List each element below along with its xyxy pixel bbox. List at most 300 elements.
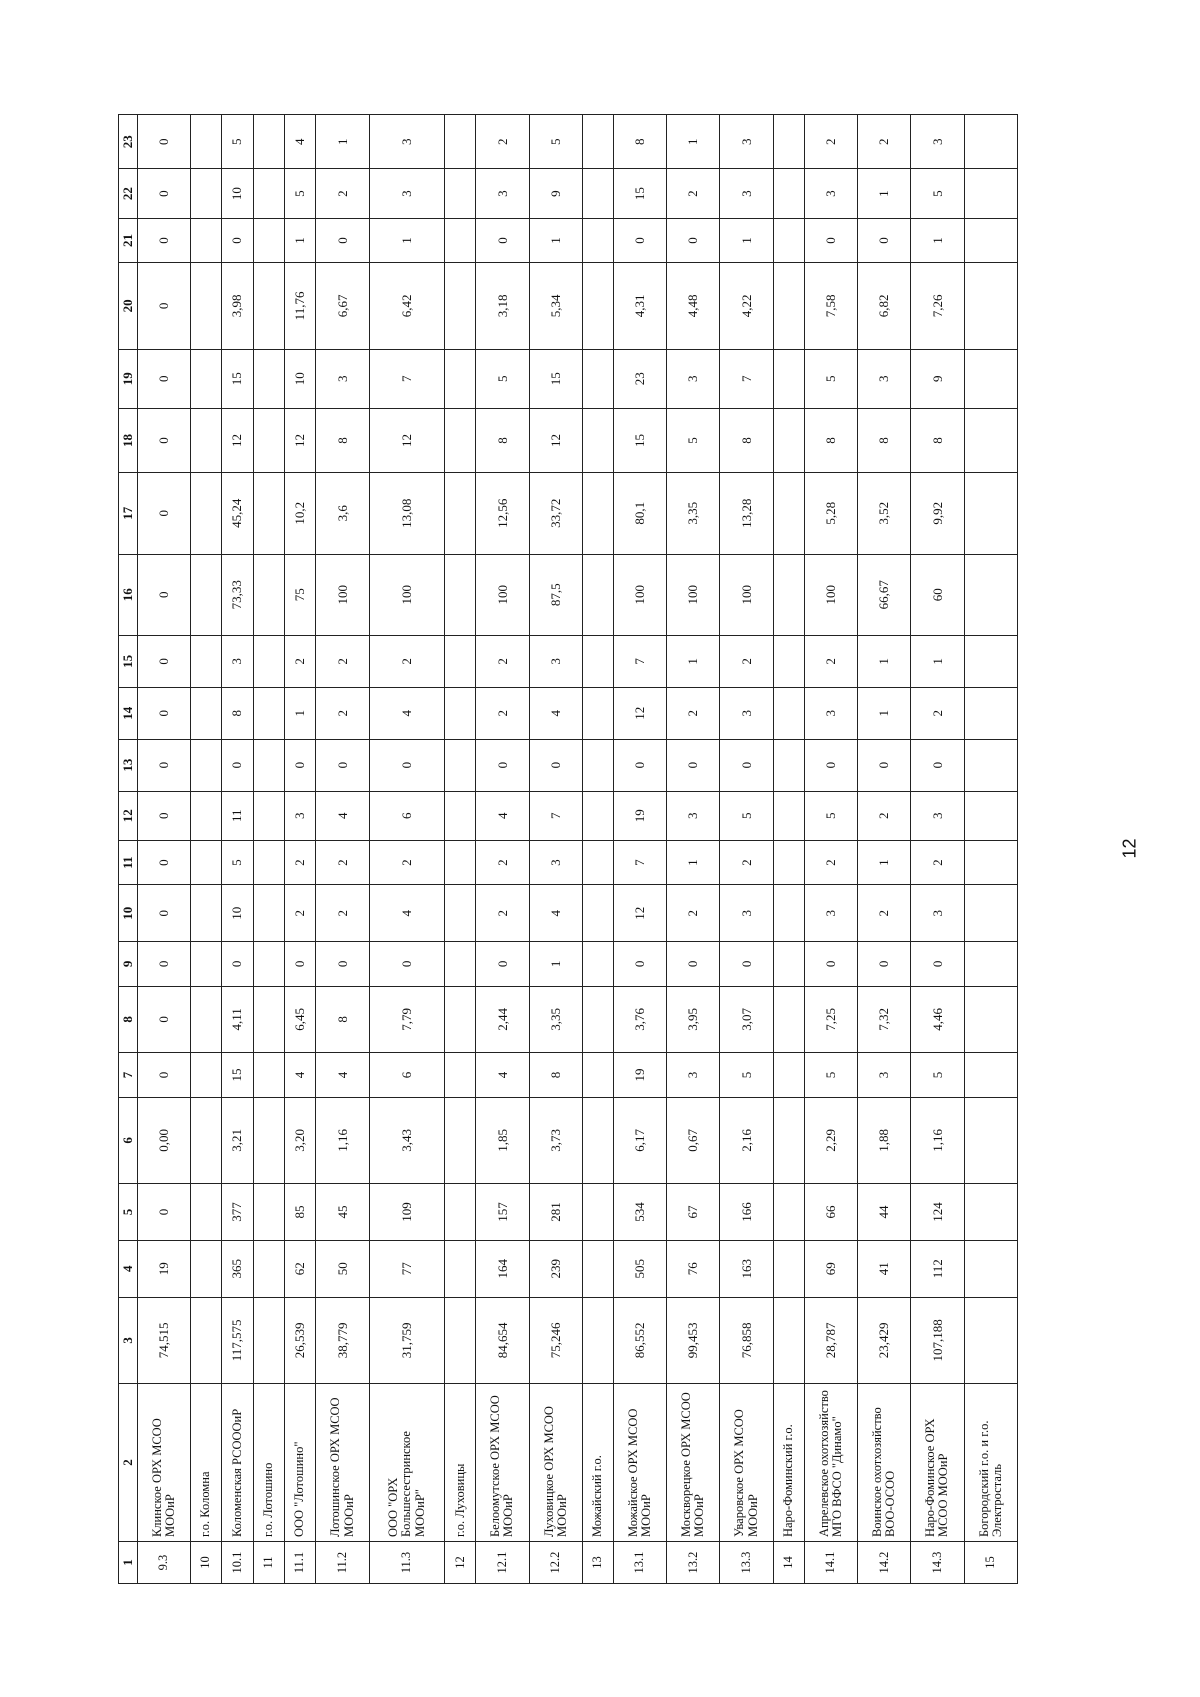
table-cell [445,1240,476,1297]
table-cell [190,263,221,349]
table-cell: 3 [529,840,582,884]
table-cell: 7 [720,349,773,408]
table-cell [773,636,804,688]
table-cell: 3 [667,349,720,408]
table-cell: 0 [284,942,316,986]
table-cell: 0 [137,885,190,942]
table-cell: 15 [529,349,582,408]
table-cell [964,115,1017,169]
table-cell [582,1240,613,1297]
table-cell [964,1053,1017,1097]
table-cell [773,687,804,739]
table-cell [445,115,476,169]
row-number-cell: 9.3 [137,1542,190,1584]
table-cell [582,739,613,791]
table-cell: 0 [137,169,190,218]
row-number-cell: 11.2 [316,1542,369,1584]
table-cell: 3,21 [221,1097,253,1183]
table-cell [253,554,284,635]
table-cell: 0 [720,942,773,986]
table-cell: 377 [221,1184,253,1241]
table-cell [773,115,804,169]
table-cell [253,942,284,986]
organization-name-cell: Богородский г.о. и г.о. Электросталь [964,1384,1017,1542]
table-cell: 80,1 [613,473,666,554]
table-cell: 2 [667,687,720,739]
table-cell [773,885,804,942]
table-cell: 2 [284,885,316,942]
table-cell [253,687,284,739]
table-cell: 0 [137,408,190,472]
row-number-cell: 14.2 [857,1542,910,1584]
table-cell: 2 [804,840,857,884]
table-cell: 1 [667,115,720,169]
table-cell [253,169,284,218]
table-cell [582,554,613,635]
row-number-cell: 12.1 [476,1542,529,1584]
table-cell: 2 [316,840,369,884]
table-cell: 1 [284,218,316,262]
table-cell [773,942,804,986]
table-cell: 8 [476,408,529,472]
table-cell: 2 [369,636,445,688]
table-cell: 0 [137,986,190,1053]
table-cell [964,840,1017,884]
table-cell [253,218,284,262]
table-cell [582,263,613,349]
table-cell: 505 [613,1240,666,1297]
table-cell: 1 [316,115,369,169]
table-cell: 13,28 [720,473,773,554]
table-cell: 26,539 [284,1297,316,1383]
table-cell: 4 [284,1053,316,1097]
table-cell: 19 [613,1053,666,1097]
table-cell: 3 [857,1053,910,1097]
table-cell: 8 [720,408,773,472]
table-cell: 15 [221,1053,253,1097]
column-header-3: 3 [119,1297,138,1383]
table-cell [190,1297,221,1383]
table-cell [582,840,613,884]
table-cell: 1 [911,218,964,262]
table-cell: 10 [284,349,316,408]
table-cell: 1 [857,169,910,218]
table-cell: 0,00 [137,1097,190,1183]
table-cell: 5 [529,115,582,169]
table-cell [773,218,804,262]
table-cell: 8 [316,986,369,1053]
table-cell [253,840,284,884]
table-cell: 73,33 [221,554,253,635]
organization-name-cell: ООО "Лотошино" [284,1384,316,1542]
table-cell: 12 [284,408,316,472]
table-cell: 0 [369,942,445,986]
table-cell [190,942,221,986]
table-cell: 7 [529,791,582,840]
row-number-cell: 13 [582,1542,613,1584]
table-cell: 3 [911,115,964,169]
table-cell [253,1240,284,1297]
table-cell: 100 [316,554,369,635]
table-cell: 2 [284,840,316,884]
table-cell: 6 [369,1053,445,1097]
table-cell: 4,31 [613,263,666,349]
table-cell [773,1240,804,1297]
table-cell [964,473,1017,554]
table-cell [445,1297,476,1383]
table-cell: 100 [476,554,529,635]
table-cell [253,1184,284,1241]
table-cell: 4 [369,687,445,739]
table-row [804,115,857,1584]
table-cell [582,791,613,840]
table-cell [964,263,1017,349]
table-cell: 6 [369,791,445,840]
table-cell [445,169,476,218]
table-cell: 1 [284,687,316,739]
row-number-cell: 13.1 [613,1542,666,1584]
table-cell [253,263,284,349]
table-cell: 77 [369,1240,445,1297]
table-cell: 0 [613,942,666,986]
table-cell: 0 [667,218,720,262]
table-cell [582,1053,613,1097]
column-header-23: 23 [119,115,138,169]
table-cell: 3 [667,791,720,840]
table-cell [773,349,804,408]
table-cell: 60 [911,554,964,635]
organization-name-cell: Уваровское ОРХ МСОО МООиР [720,1384,773,1542]
table-cell: 7,79 [369,986,445,1053]
table-cell: 1,16 [911,1097,964,1183]
table-cell: 0 [911,942,964,986]
table-cell [773,739,804,791]
table-cell: 2,29 [804,1097,857,1183]
table-cell: 107,188 [911,1297,964,1383]
table-cell [582,349,613,408]
table-cell [582,942,613,986]
table-cell [253,636,284,688]
table-cell: 0 [720,739,773,791]
table-cell: 84,654 [476,1297,529,1383]
table-cell: 8 [804,408,857,472]
table-cell: 8 [613,115,666,169]
column-header-2: 2 [119,1384,138,1542]
table-cell: 3,95 [667,986,720,1053]
table-cell [445,554,476,635]
table-cell [445,408,476,472]
table-row [911,115,964,1584]
table-cell: 0 [857,942,910,986]
table-cell: 2,16 [720,1097,773,1183]
table-cell [582,169,613,218]
table-cell: 67 [667,1184,720,1241]
table-cell: 15 [613,408,666,472]
table-cell: 365 [221,1240,253,1297]
table-cell: 4,11 [221,986,253,1053]
table-cell: 23,429 [857,1297,910,1383]
table-row [369,115,445,1584]
table-cell: 2 [720,840,773,884]
table-cell: 13,08 [369,473,445,554]
table-cell: 2 [857,791,910,840]
table-cell [582,115,613,169]
column-header-1: 1 [119,1542,138,1584]
table-cell: 2 [804,636,857,688]
table-cell: 0 [613,218,666,262]
table-cell: 3 [284,791,316,840]
table-cell: 2 [284,636,316,688]
table-cell: 3 [667,1053,720,1097]
table-cell: 1,85 [476,1097,529,1183]
table-cell [190,218,221,262]
table-cell: 85 [284,1184,316,1241]
table-cell [582,986,613,1053]
table-cell: 3 [911,885,964,942]
table-cell: 9 [911,349,964,408]
table-cell: 75 [284,554,316,635]
column-header-8: 8 [119,986,138,1053]
table-cell: 0 [369,739,445,791]
table-cell: 0 [137,840,190,884]
table-cell: 8 [316,408,369,472]
table-cell [445,473,476,554]
table-cell: 2 [857,115,910,169]
table-cell [773,408,804,472]
organization-name-cell: г.о. Луховицы [445,1384,476,1542]
table-cell: 0 [137,636,190,688]
table-cell [964,1297,1017,1383]
organization-name-cell: Коломенская РСОООиР [221,1384,253,1542]
table-cell: 0 [316,739,369,791]
table-cell [582,636,613,688]
table-cell: 15 [613,169,666,218]
table-cell: 38,779 [316,1297,369,1383]
column-header-18: 18 [119,408,138,472]
table-cell: 45,24 [221,473,253,554]
table-cell [190,554,221,635]
table-cell: 8 [221,687,253,739]
table-cell [190,739,221,791]
table-cell: 3 [476,169,529,218]
table-cell: 2 [911,687,964,739]
table-cell: 28,787 [804,1297,857,1383]
table-cell: 4 [476,791,529,840]
table-cell: 23 [613,349,666,408]
table-cell: 164 [476,1240,529,1297]
table-cell: 5 [911,169,964,218]
table-cell [964,169,1017,218]
organization-name-cell: ООО "ОРХ Большесестринское МООиР" [369,1384,445,1542]
table-cell: 69 [804,1240,857,1297]
table-cell: 0 [804,218,857,262]
table-cell [773,986,804,1053]
table-container [118,114,1018,1584]
organization-name-cell: Можайское ОРХ МСОО МООиР [613,1384,666,1542]
table-cell: 50 [316,1240,369,1297]
table-cell [445,1184,476,1241]
table-cell: 74,515 [137,1297,190,1383]
column-header-7: 7 [119,1053,138,1097]
data-table [118,114,1018,1584]
table-cell [190,1240,221,1297]
table-cell: 0 [137,218,190,262]
table-cell: 0 [476,739,529,791]
table-cell: 6,45 [284,986,316,1053]
table-cell: 76,858 [720,1297,773,1383]
table-cell: 44 [857,1184,910,1241]
table-cell: 3,76 [613,986,666,1053]
table-cell: 1,88 [857,1097,910,1183]
table-cell [773,263,804,349]
table-cell: 0 [221,218,253,262]
table-cell: 2 [667,885,720,942]
table-cell: 4 [316,1053,369,1097]
table-cell: 3 [804,687,857,739]
table-cell: 5,34 [529,263,582,349]
table-cell: 0 [137,791,190,840]
table-cell: 19 [137,1240,190,1297]
table-cell [964,1097,1017,1183]
table-cell: 0 [529,739,582,791]
table-cell [190,1053,221,1097]
table-cell [582,1097,613,1183]
table-cell: 2 [476,636,529,688]
table-cell: 5 [911,1053,964,1097]
table-row [529,115,582,1584]
table-cell: 100 [720,554,773,635]
table-cell: 239 [529,1240,582,1297]
table-cell: 0 [316,218,369,262]
table-cell: 3 [221,636,253,688]
table-cell [964,554,1017,635]
table-cell: 7,58 [804,263,857,349]
table-cell [445,885,476,942]
table-cell: 6,82 [857,263,910,349]
column-header-12: 12 [119,791,138,840]
table-cell: 7 [613,636,666,688]
table-cell [773,1053,804,1097]
table-cell [773,554,804,635]
table-cell: 124 [911,1184,964,1241]
table-cell [445,840,476,884]
table-cell: 100 [369,554,445,635]
table-cell: 281 [529,1184,582,1241]
table-cell: 3,52 [857,473,910,554]
organization-name-cell: Лотошинское ОРХ МСОО МООиР [316,1384,369,1542]
header-row [119,115,138,1584]
organization-name-cell: г.о. Коломна [190,1384,221,1542]
row-number-cell: 11.3 [369,1542,445,1584]
table-cell: 3 [804,169,857,218]
table-cell: 3,73 [529,1097,582,1183]
table-cell [773,473,804,554]
table-cell: 4 [316,791,369,840]
table-cell [445,739,476,791]
table-cell [964,791,1017,840]
table-cell: 6,42 [369,263,445,349]
column-header-20: 20 [119,263,138,349]
table-cell: 2 [316,169,369,218]
table-cell [190,473,221,554]
table-row [613,115,666,1584]
table-cell: 19 [613,791,666,840]
table-row [720,115,773,1584]
table-cell: 5 [804,1053,857,1097]
table-cell [445,942,476,986]
row-number-cell: 13.3 [720,1542,773,1584]
table-cell: 45 [316,1184,369,1241]
table-cell: 2 [476,687,529,739]
table-cell: 157 [476,1184,529,1241]
table-cell: 2 [911,840,964,884]
table-cell [582,885,613,942]
table-cell [964,986,1017,1053]
table-row [582,115,613,1584]
table-cell: 5 [667,408,720,472]
table-cell [445,1097,476,1183]
table-cell [964,885,1017,942]
column-header-6: 6 [119,1097,138,1183]
table-cell: 163 [720,1240,773,1297]
table-cell: 5 [284,169,316,218]
table-row [221,115,253,1584]
table-cell: 5,28 [804,473,857,554]
row-number-cell: 10.1 [221,1542,253,1584]
table-cell: 109 [369,1184,445,1241]
column-header-4: 4 [119,1240,138,1297]
table-cell: 1 [720,218,773,262]
table-cell: 75,246 [529,1297,582,1383]
table-cell [190,349,221,408]
table-cell: 3 [316,349,369,408]
table-cell: 2 [804,115,857,169]
table-cell: 3,18 [476,263,529,349]
column-header-16: 16 [119,554,138,635]
table-cell: 0 [221,739,253,791]
table-cell: 0 [221,942,253,986]
table-cell [253,349,284,408]
column-header-19: 19 [119,349,138,408]
organization-name-cell: Воинское охотхозяйство ВОО-ОСОО [857,1384,910,1542]
table-row [190,115,221,1584]
table-cell: 3 [720,169,773,218]
table-cell: 0 [137,942,190,986]
table-cell [964,687,1017,739]
table-cell: 5 [720,791,773,840]
row-number-cell: 10 [190,1542,221,1584]
table-cell: 86,552 [613,1297,666,1383]
table-cell: 12 [613,885,666,942]
table-cell: 0 [137,554,190,635]
table-cell: 2 [476,885,529,942]
table-cell: 1 [369,218,445,262]
table-cell: 31,759 [369,1297,445,1383]
table-cell [445,636,476,688]
column-header-11: 11 [119,840,138,884]
table-cell [253,885,284,942]
table-cell: 1 [529,942,582,986]
table-cell: 4 [529,885,582,942]
table-cell: 33,72 [529,473,582,554]
table-cell: 12,56 [476,473,529,554]
column-header-17: 17 [119,473,138,554]
table-cell: 6,17 [613,1097,666,1183]
table-cell: 0 [476,218,529,262]
table-cell: 1 [529,218,582,262]
table-cell: 9 [529,169,582,218]
table-cell: 76 [667,1240,720,1297]
